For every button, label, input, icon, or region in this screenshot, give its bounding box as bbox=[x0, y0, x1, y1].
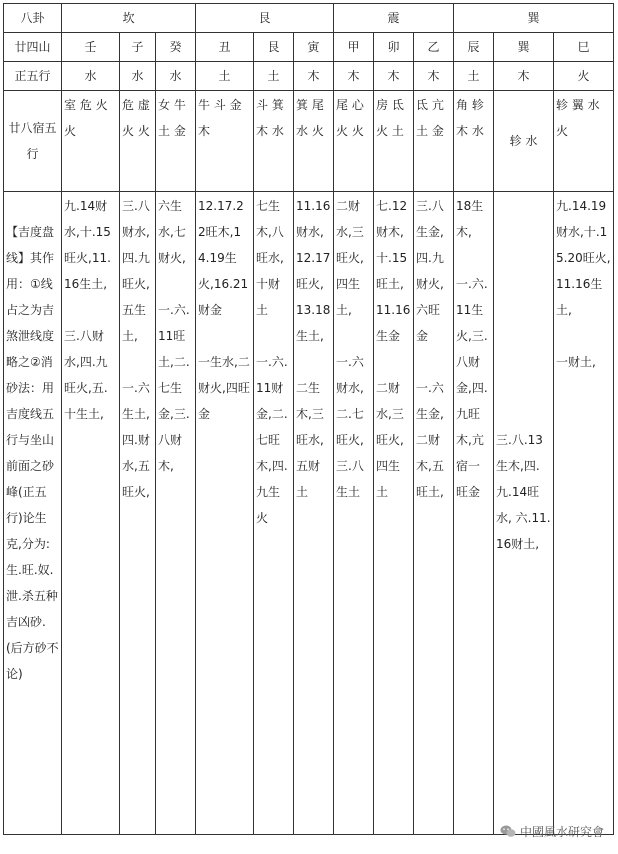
degree-text-lower: 一财土, bbox=[556, 355, 596, 369]
mountain-cell: 寅 bbox=[294, 33, 334, 62]
mountain-cell: 巽 bbox=[494, 33, 554, 62]
row-label: 八卦 bbox=[4, 4, 62, 33]
degree-cell-chen bbox=[454, 192, 494, 835]
degree-text-lower: 一.六.11生火,三.八财金,四.九旺木,亢宿一旺金 bbox=[456, 277, 488, 499]
rule-text: 【吉度盘线】其作用：①线占之为吉煞泄线度略之②消砂法：用吉度线五行与坐山前面之砂峰(正五行)论生克,分为:生.旺.奴.泄.杀五种吉凶砂.(后方砂不论) bbox=[6, 225, 59, 681]
degree-text-lower: 二生木,三旺水,五财土 bbox=[296, 381, 324, 499]
degree-text-upper: 七生木,八旺水,十财土 bbox=[256, 199, 284, 317]
mansion-cell: 箕 尾 水 火 bbox=[294, 91, 334, 192]
degree-text-lower: 一.六财水,二.七旺火,三.八生土 bbox=[336, 355, 364, 499]
trigram-kan: 坎 bbox=[62, 4, 196, 33]
element-cell: 木 bbox=[414, 62, 454, 91]
trigram-zhen: 震 bbox=[334, 4, 454, 33]
mountain-cell: 巳 bbox=[554, 33, 614, 62]
mansion-cell: 危 虚 火 火 bbox=[120, 91, 156, 192]
mansion-cell: 斗 箕 木 水 bbox=[254, 91, 294, 192]
degree-text-lower: 一.六.11旺土,二.七生金,三.八财木, bbox=[158, 303, 190, 473]
mansion-row bbox=[4, 91, 614, 192]
mansion-cell: 牛 斗 金 木 bbox=[196, 91, 254, 192]
degree-cell-jia bbox=[334, 192, 374, 835]
mountain-cell: 卯 bbox=[374, 33, 414, 62]
element-cell: 木 bbox=[294, 62, 334, 91]
element-cell: 木 bbox=[334, 62, 374, 91]
mansion-cell: 轸 水 bbox=[494, 91, 554, 192]
degree-cell-si bbox=[554, 192, 614, 835]
rule-description bbox=[4, 192, 62, 835]
degree-text-lower: 二财水,三旺火,四生土 bbox=[376, 381, 404, 499]
row-label: 正五行 bbox=[4, 62, 62, 91]
degree-text-lower: 一.六生土,四.财水,五旺火, bbox=[122, 381, 150, 499]
mansion-cell: 尾 心 火 火 bbox=[334, 91, 374, 192]
mansion-cell: 室 危 火 火 bbox=[62, 91, 120, 192]
mansion-cell: 角 轸 木 水 bbox=[454, 91, 494, 192]
element-cell: 木 bbox=[494, 62, 554, 91]
element-row bbox=[4, 62, 614, 91]
mountain-cell: 艮 bbox=[254, 33, 294, 62]
degree-text-lower: 一.六.11财金,二.七旺木,四.九生火 bbox=[256, 355, 288, 525]
degree-cell-zi bbox=[120, 192, 156, 835]
element-cell: 水 bbox=[156, 62, 196, 91]
degree-cell-chou bbox=[196, 192, 254, 835]
degree-cell-gui bbox=[156, 192, 196, 835]
degree-text-upper: 18生木, bbox=[456, 199, 484, 239]
element-cell: 火 bbox=[554, 62, 614, 91]
trigram-gen: 艮 bbox=[196, 4, 334, 33]
degree-cell-gen bbox=[254, 192, 294, 835]
degree-cell-mao bbox=[374, 192, 414, 835]
mountain-cell: 乙 bbox=[414, 33, 454, 62]
watermark bbox=[500, 823, 604, 840]
mountain-cell: 子 bbox=[120, 33, 156, 62]
degree-text-upper: 二财水,三旺火,四生土, bbox=[336, 199, 364, 317]
degree-text-upper: 12.17.22旺木,14.19生火,16.21财金 bbox=[198, 199, 249, 317]
degree-text-upper: 三.八.13生木,四.九.14旺水, bbox=[496, 433, 543, 525]
element-cell: 木 bbox=[374, 62, 414, 91]
degree-cell-yi bbox=[414, 192, 454, 835]
degree-text-lower: 一生水,二财火,四旺金 bbox=[198, 355, 250, 421]
mansion-cell: 轸 翼 水 火 bbox=[554, 91, 614, 192]
feng-shui-degree-table bbox=[3, 3, 614, 835]
degree-cell-yin bbox=[294, 192, 334, 835]
degree-text-upper: 三.八生金,四.九财火,六旺金 bbox=[416, 199, 444, 343]
degree-text-upper: 九.14财水,十.15旺火,11.16生土, bbox=[64, 199, 111, 291]
trigram-row bbox=[4, 4, 614, 33]
mountain-cell: 壬 bbox=[62, 33, 120, 62]
degree-text-upper: 九.14.19财水,十.15.20旺火,11.16生土, bbox=[556, 199, 611, 317]
degree-text-upper: 三.八财水,四.九旺火,五生土, bbox=[122, 199, 150, 343]
row-label: 廿四山 bbox=[4, 33, 62, 62]
mountain-cell: 丑 bbox=[196, 33, 254, 62]
element-cell: 土 bbox=[196, 62, 254, 91]
degree-cell-xun bbox=[494, 192, 554, 835]
mansion-cell: 房 氐 火 土 bbox=[374, 91, 414, 192]
mountain-cell: 甲 bbox=[334, 33, 374, 62]
mountain-cell: 癸 bbox=[156, 33, 196, 62]
trigram-xun: 巽 bbox=[454, 4, 614, 33]
element-cell: 土 bbox=[254, 62, 294, 91]
mansion-cell: 氐 亢 土 金 bbox=[414, 91, 454, 192]
degree-text-lower: 一.六生金,二财木,五旺土, bbox=[416, 381, 444, 499]
element-cell: 水 bbox=[120, 62, 156, 91]
degree-text-upper: 七.12财木,十.15旺土,11.16生金 bbox=[376, 199, 411, 343]
degree-text-upper: 六生水,七财火, bbox=[158, 199, 186, 265]
watermark-text: 中國風水研究會 bbox=[519, 825, 604, 839]
mountain-row bbox=[4, 33, 614, 62]
degree-cell-ren bbox=[62, 192, 120, 835]
element-cell: 水 bbox=[62, 62, 120, 91]
row-label: 廿八宿五行 bbox=[4, 91, 62, 192]
degree-text-lower: 六.11.16财土, bbox=[496, 511, 551, 551]
degree-text-lower: 三.八财水,四.九旺火,五.十生土, bbox=[64, 329, 108, 421]
element-cell: 土 bbox=[454, 62, 494, 91]
degree-text-upper: 11.16财水,12.17旺火,13.18生土, bbox=[296, 199, 331, 343]
mansion-cell: 女 牛 土 金 bbox=[156, 91, 196, 192]
mountain-cell: 辰 bbox=[454, 33, 494, 62]
wechat-icon bbox=[500, 825, 516, 838]
degree-row bbox=[4, 192, 614, 835]
